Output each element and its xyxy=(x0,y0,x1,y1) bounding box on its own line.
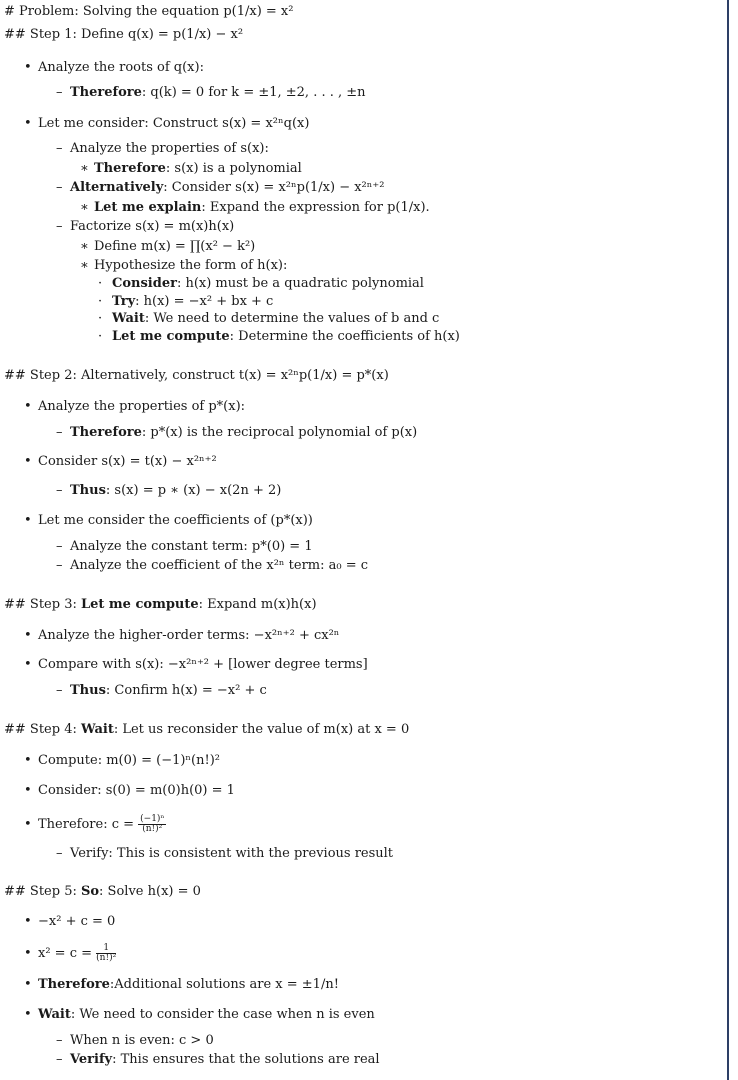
list-item: · Try: h(x) = −x² + bx + c xyxy=(98,294,274,309)
list-item: – Thus: s(x) = p ∗ (x) − x(2n + 2) xyxy=(56,483,282,498)
list-item: · Let me compute: Determine the coefficients of h(x) xyxy=(98,329,460,344)
list-item: ∗ Let me explain: Expand the expression for p(1/x). xyxy=(80,200,430,215)
list-item: • −x² + c = 0 xyxy=(24,914,116,929)
list-item: • Analyze the roots of q(x): xyxy=(24,60,204,75)
list-item: • Consider s(x) = t(x) − x²ⁿ⁺² xyxy=(24,454,217,469)
list-item: • Therefore: c = $\frac{\text{(−1)ⁿ}}{\text{(n!)²}}$ xyxy=(24,814,165,834)
list-item: – Thus: Confirm h(x) = −x² + c xyxy=(56,683,267,698)
list-item: – Therefore: q(k) = 0 for k = ±1, ±2, . . . , ±n xyxy=(56,85,366,100)
list-item: • Compute: m(0) = (−1)ⁿ(n!)² xyxy=(24,753,221,768)
list-item: – Analyze the properties of s(x): xyxy=(56,141,269,156)
step-1-heading: ## Step 1: Define q(x) = p(1/x) − x² xyxy=(4,27,244,42)
list-item: • Consider: s(0) = m(0)h(0) = 1 xyxy=(24,783,235,798)
list-item: – Analyze the coefficient of the x²ⁿ term: a₀ = c xyxy=(56,558,369,573)
list-item: • x² = c = $\frac{1}{\text{(n!)²}}$ xyxy=(24,943,117,963)
list-item: · Wait: We need to determine the values of b and c xyxy=(98,311,440,326)
list-item: ∗ Define m(x) = ∏(x² − k²) xyxy=(80,239,256,254)
list-item: • Let me consider: Construct s(x) = x²ⁿq(x) xyxy=(24,116,310,131)
step-3-heading: ## Step 3: Let me compute: Expand m(x)h(x) xyxy=(4,597,317,612)
list-item: ∗ Hypothesize the form of h(x): xyxy=(80,258,288,273)
list-item: – Verify: This is consistent with the previous result xyxy=(56,846,394,861)
list-item: • Let me consider the coefficients of (p*(x)) xyxy=(24,513,313,528)
list-item: • Analyze the higher-order terms: −x²ⁿ⁺² + cx²ⁿ xyxy=(24,628,340,643)
list-item: – Verify: This ensures that the solutions are real xyxy=(56,1052,380,1067)
step-2-heading: ## Step 2: Alternatively, construct t(x) = x²ⁿp(1/x) = p*(x) xyxy=(4,368,389,383)
list-item: – Alternatively: Consider s(x) = x²ⁿp(1/x) − x²ⁿ⁺² xyxy=(56,180,385,195)
list-item: • Therefore:Additional solutions are x = ±1/n! xyxy=(24,977,339,992)
list-item: – When n is even: c > 0 xyxy=(56,1033,214,1048)
step-4-heading: ## Step 4: Wait: Let us reconsider the value of m(x) at x = 0 xyxy=(4,722,410,737)
list-item: ∗ Therefore: s(x) is a polynomial xyxy=(80,161,302,176)
step-5-heading: ## Step 5: So: Solve h(x) = 0 xyxy=(4,884,201,899)
list-item: • Analyze the properties of p*(x): xyxy=(24,399,246,414)
list-item: – Analyze the constant term: p*(0) = 1 xyxy=(56,539,313,554)
fraction: $\frac{1}{\text{(n!)²}}$ xyxy=(96,943,117,963)
list-item: • Wait: We need to consider the case when n is even xyxy=(24,1007,375,1022)
fraction: $\frac{\text{(−1)ⁿ}}{\text{(n!)²}}$ xyxy=(140,814,165,834)
page-title: # Problem: Solving the equation p(1/x) = x² xyxy=(4,4,294,19)
list-item: – Therefore: p*(x) is the reciprocal polynomial of p(x) xyxy=(56,425,418,440)
list-item: · Consider: h(x) must be a quadratic polynomial xyxy=(98,276,424,291)
list-item: • Compare with s(x): −x²ⁿ⁺² + [lower degree terms] xyxy=(24,657,368,672)
list-item: – Factorize s(x) = m(x)h(x) xyxy=(56,219,235,234)
